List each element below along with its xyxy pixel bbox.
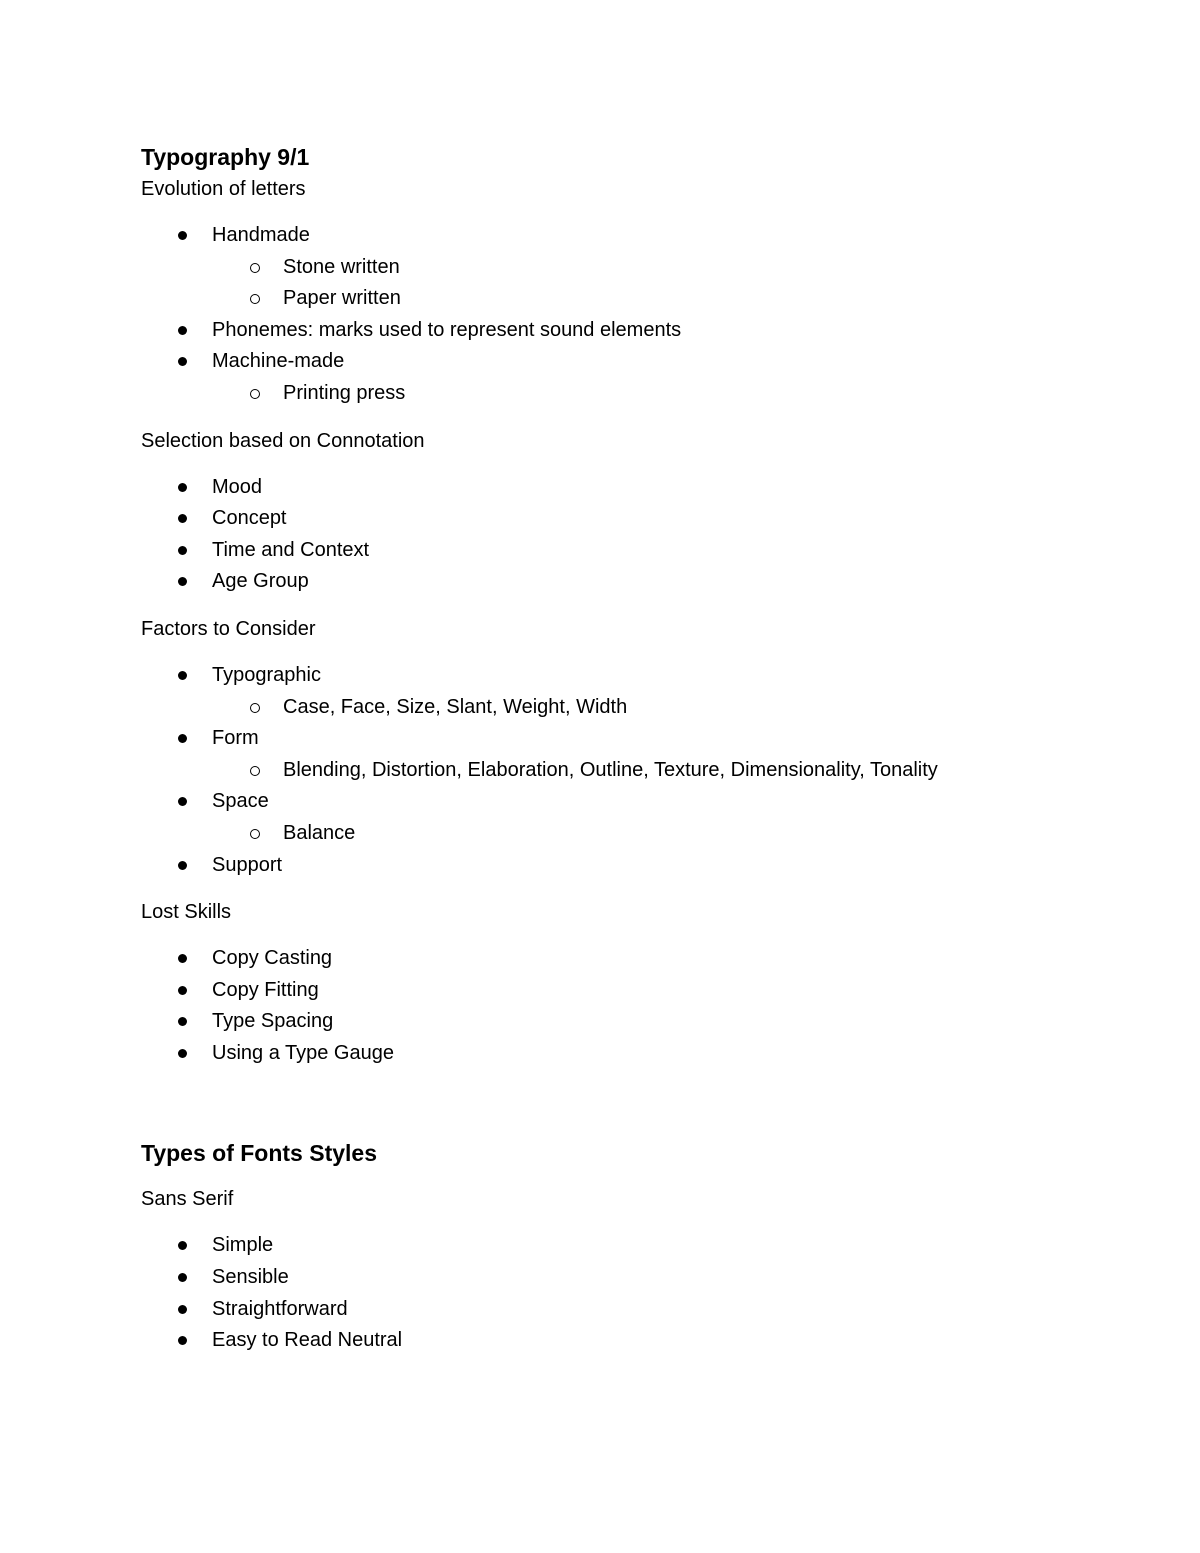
list-item-label: Concept [212,507,287,530]
list-item-label: Simple [212,1234,274,1257]
bullet-icon [178,1305,187,1314]
list-item-label: Easy to Read Neutral [212,1329,403,1352]
bullet-icon [178,1336,187,1345]
spacer [141,1085,1081,1136]
list-item [141,220,1081,315]
list-item-label: Using a Type Gauge [212,1041,394,1064]
bullet-icon [178,514,187,523]
list-item-label: Age Group [212,570,309,593]
list-item [141,850,1081,882]
bullet-icon [178,734,187,743]
document-title: Typography 9/1 [141,144,310,170]
list-item-label: Copy Fitting [212,978,319,1001]
sub-list-item [212,252,1081,284]
bullet-icon [178,1241,187,1250]
list-item-label: Time and Context [212,538,370,561]
list-item [141,566,1081,598]
bullet-list [141,472,1081,598]
bullet-icon [178,861,187,870]
bullet-icon [178,671,187,680]
circle-bullet-icon [250,389,260,399]
list-item [141,535,1081,567]
sub-list-item-label: Stone written [283,255,400,278]
list-item-label: Phonemes: marks used to represent sound elements [212,318,682,341]
list-item-label: Typographic [212,663,321,686]
sub-list-item-label: Case, Face, Size, Slant, Weight, Width [283,695,628,718]
list-item-label: Form [212,727,259,750]
list-item [141,472,1081,504]
bullet-list [141,943,1081,1069]
sub-list [212,252,1081,315]
list-item [141,315,1081,347]
section-heading: Factors to Consider [141,617,316,640]
bullet-icon [178,1049,187,1058]
list-item [141,943,1081,975]
section-heading: Lost Skills [141,901,232,924]
list-item [141,1262,1081,1294]
bullet-list [141,220,1081,410]
list-item [141,503,1081,535]
list-item-label: Copy Casting [212,947,333,970]
bullet-list [141,660,1081,881]
bullet-icon [178,797,187,806]
sub-list-item [212,818,1081,850]
bullet-icon [178,577,187,586]
sub-list [212,818,1081,850]
bullet-icon [178,986,187,995]
circle-bullet-icon [250,829,260,839]
list-item-label: Support [212,853,283,876]
bullet-list [141,1230,1081,1356]
list-item-label: Mood [212,475,263,498]
list-item-label: Sensible [212,1266,289,1289]
section-heading: Selection based on Connotation [141,429,425,452]
bullet-icon [178,357,187,366]
section-title: Types of Fonts Styles [141,1140,378,1167]
bullet-icon [178,231,187,240]
sub-list [212,755,1081,787]
bullet-icon [178,326,187,335]
list-item-label: Straightforward [212,1297,348,1320]
section-heading: Evolution of letters [141,178,306,200]
list-item-label: Handmade [212,224,310,246]
document-body [141,140,1081,1373]
bullet-icon [178,483,187,492]
circle-bullet-icon [250,766,260,776]
sub-list-item [212,283,1081,315]
list-item [141,1294,1081,1326]
list-item-label: Type Spacing [212,1010,334,1033]
sub-list-item-label: Paper written [283,287,401,310]
sub-list-item [212,755,1081,787]
list-item [141,975,1081,1007]
bullet-icon [178,954,187,963]
section-heading: Sans Serif [141,1188,234,1211]
list-item [141,1006,1081,1038]
list-item-label: Space [212,790,269,813]
list-item-label: Machine-made [212,350,345,373]
list-item [141,786,1081,849]
sub-list-item [212,378,1081,410]
sub-list-item-label: Printing press [283,381,406,404]
bullet-icon [178,1273,187,1282]
circle-bullet-icon [250,703,260,713]
list-item [141,723,1081,786]
bullet-icon [178,546,187,555]
list-item [141,1038,1081,1070]
bullet-icon [178,1017,187,1026]
list-item [141,346,1081,409]
list-item [141,1325,1081,1357]
circle-bullet-icon [250,263,260,273]
circle-bullet-icon [250,294,260,304]
sub-list [212,692,1081,724]
list-item [141,1230,1081,1262]
list-item [141,660,1081,723]
sub-list-item [212,692,1081,724]
sub-list-item-label: Blending, Distortion, Elaboration, Outline, Texture, Dimensionality, Tonality [283,758,938,781]
sub-list-item-label: Balance [283,821,356,844]
sub-list [212,378,1081,410]
